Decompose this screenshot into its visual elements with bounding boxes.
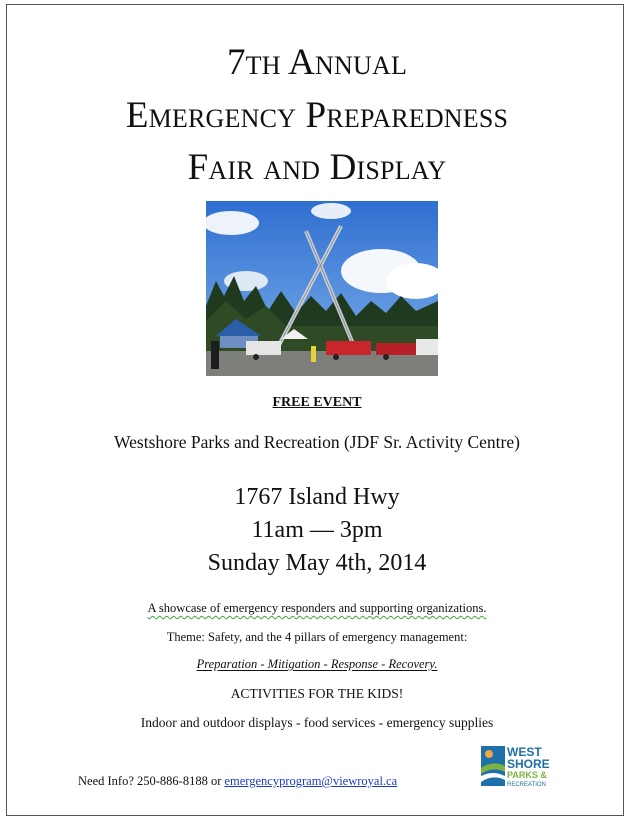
contact-info [78, 774, 397, 789]
free-event-label: FREE EVENT [272, 395, 362, 410]
event-photo [206, 201, 438, 376]
logo-line-2: SHORE [507, 757, 550, 771]
time-text: 11am — 3pm [251, 517, 383, 543]
logo-line-1: WEST [507, 745, 542, 759]
title-line-1: 7th Annual [226, 42, 408, 83]
logo-line-4: RECREATION [507, 782, 546, 788]
venue-text: Westshore Parks and Recreation (JDF Sr. Activity Centre) [114, 432, 520, 452]
logo-line-3: PARKS & [507, 770, 547, 780]
showcase-text: A showcase of emergency responders and supporting organizations. [147, 601, 487, 615]
displays-text: Indoor and outdoor displays - food services - emergency supplies [140, 715, 494, 730]
kids-activities-text: ACTIVITIES FOR THE KIDS! [230, 686, 404, 701]
theme-text: Theme: Safety, and the 4 pillars of emergency management: [166, 630, 468, 644]
address-text: 1767 Island Hwy [234, 484, 400, 510]
contact-phone-text: Need Info? 250-886-8188 or [78, 774, 225, 788]
pillars-text: Preparation - Mitigation - Response - Recovery. [196, 657, 438, 671]
title-line-3: Fair and Display [187, 147, 447, 188]
contact-email-link[interactable]: emergencyprogram@viewroyal.ca [224, 774, 398, 788]
title-line-2: Emergency Preparedness [125, 95, 509, 136]
date-text: Sunday May 4th, 2014 [207, 550, 427, 576]
westshore-logo [481, 744, 557, 788]
